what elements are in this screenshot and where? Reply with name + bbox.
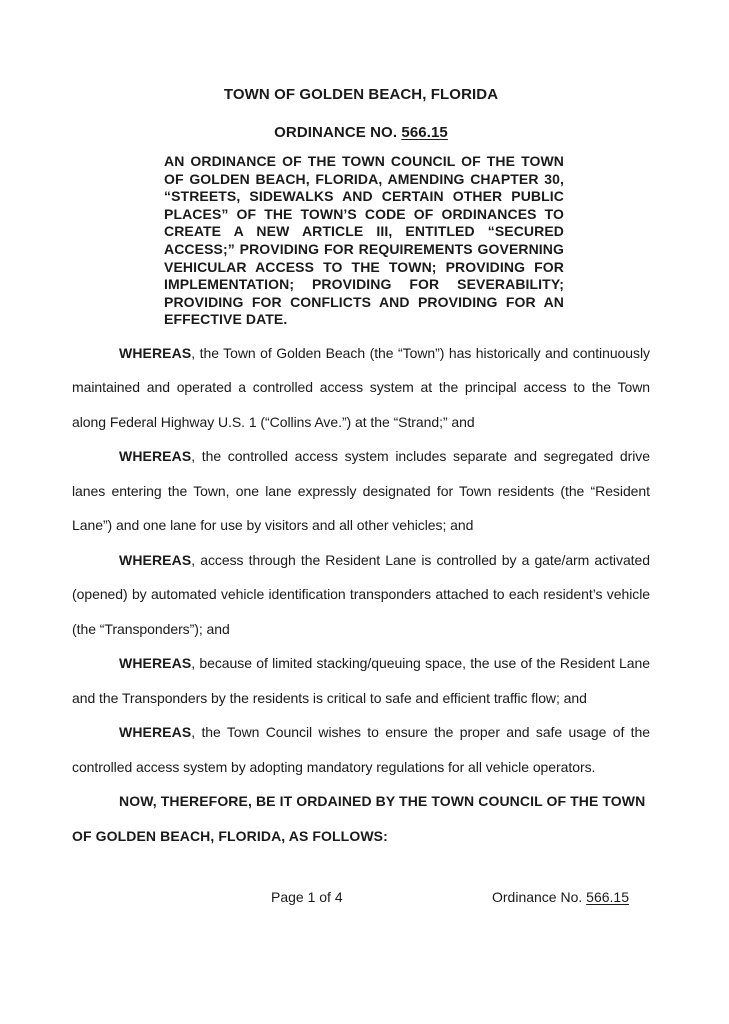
recital-text: , because of limited stacking/queuing space, the use of the Resident Lane and the Transponders by the residents is critical to safe and efficient traffic flow; and [72, 655, 650, 706]
page-number: Page 1 of 4 [271, 889, 343, 905]
whereas-lead: WHEREAS [119, 551, 192, 568]
recital-paragraph [72, 439, 650, 543]
whereas-lead: WHEREAS [119, 724, 192, 741]
ordinance-caption: AN ORDINANCE OF THE TOWN COUNCIL OF THE TOWN OF GOLDEN BEACH, FLORIDA, AMENDING CHAPTER 30, “STREETS, SIDEWALKS AND CERTAIN OTHER PUBLIC PLACES” OF THE TOWN’S CODE OF ORDINANCES TO CREATE A NEW ARTICLE III, ENTITLED “SECURED ACCESS;” PROVIDING FOR REQUIREMENTS GOVERNING VEHICULAR ACCESS TO THE TOWN; PROVIDING FOR IMPLEMENTATION; PROVIDING FOR SEVERABILITY; PROVIDING FOR CONFLICTS AND PROVIDING FOR AN EFFECTIVE DATE. [164, 153, 564, 328]
whereas-lead: WHEREAS [119, 344, 192, 361]
page-content [72, 87, 650, 853]
enactment-clause: NOW, THEREFORE, BE IT ORDAINED BY THE TOWN COUNCIL OF THE TOWN OF GOLDEN BEACH, FLORIDA, AS FOLLOWS: [72, 793, 646, 844]
recital-paragraph [72, 715, 650, 784]
footer-ordinance-prefix: Ordinance No. [492, 889, 587, 905]
page-footer [72, 889, 650, 905]
ordinance-number-heading [72, 125, 650, 140]
recital-text: , the Town Council wishes to ensure the proper and safe usage of the controlled access system by adopting mandatory regulations for all vehicle operators. [72, 724, 650, 775]
recital-text: , access through the Resident Lane is controlled by a gate/arm activated (opened) by automated vehicle identification transponders attached to each resident’s vehicle (the “Transponders”); and [72, 551, 650, 637]
recital-paragraph [72, 646, 650, 715]
recital-text: , the Town of Golden Beach (the “Town”) has historically and continuously maintained and operated a controlled access system at the principal access to the Town along Federal Highway U.S. 1 (“Collins Ave.”) at the “Strand;” and [72, 344, 650, 430]
footer-ordinance-number: 566.15 [586, 889, 629, 905]
recital-paragraph [72, 543, 650, 647]
recital-text: , the controlled access system includes separate and segregated drive lanes entering the Town, one lane expressly designated for Town residents (the “Resident Lane”) and one lane for use by visitors and all other vehicles; and [72, 448, 650, 534]
ordinance-number-prefix: ORDINANCE NO. [274, 124, 402, 141]
page-title: TOWN OF GOLDEN BEACH, FLORIDA [223, 86, 499, 103]
whereas-lead: WHEREAS [119, 448, 192, 465]
recitals-section [72, 336, 650, 785]
ordinance-number-value: 566.15 [401, 124, 448, 141]
recital-paragraph [72, 336, 650, 440]
whereas-lead: WHEREAS [119, 655, 192, 672]
footer-ordinance-ref [492, 889, 629, 905]
